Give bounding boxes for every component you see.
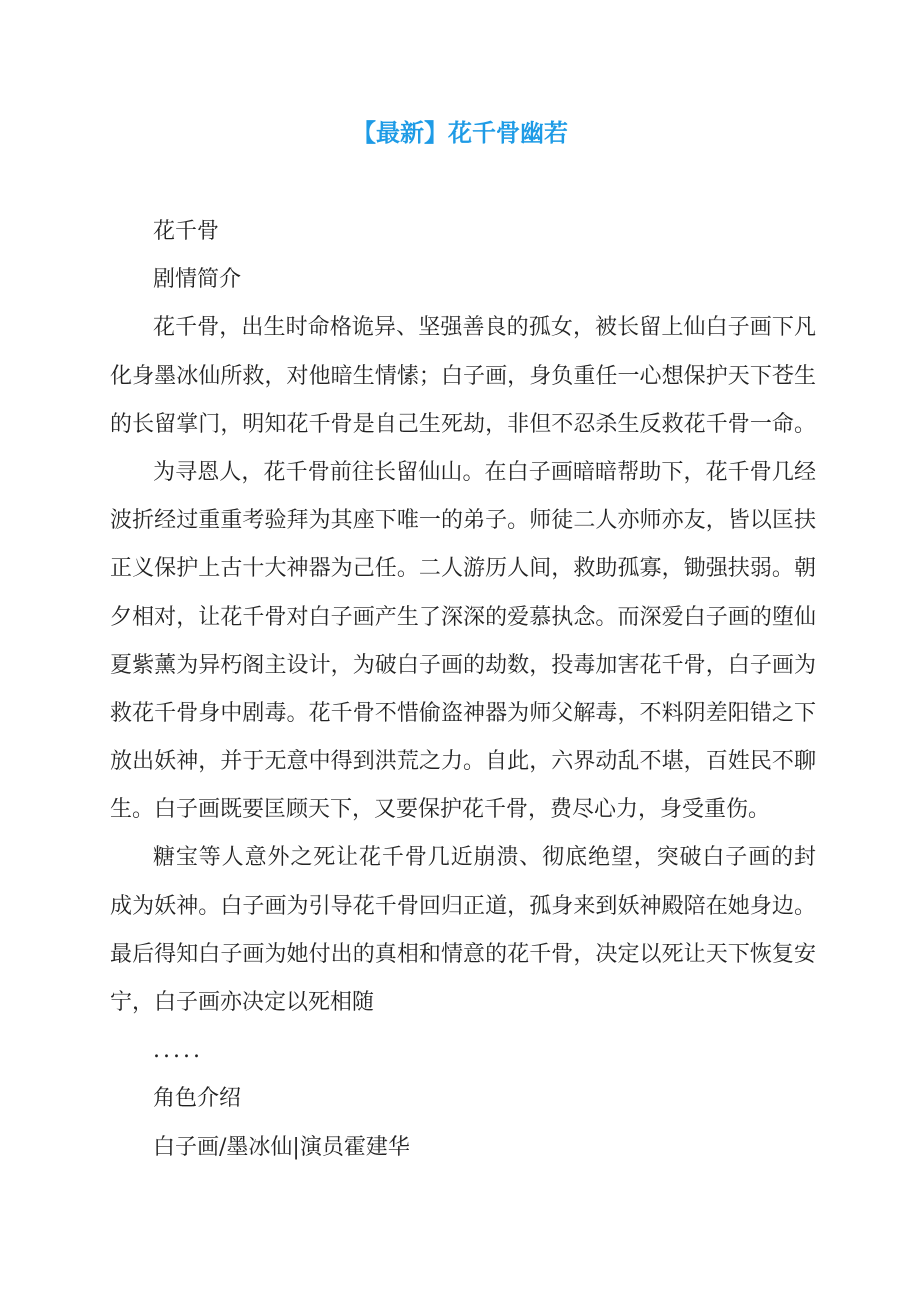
paragraph-line: 生。白子画既要匡顾天下，又要保护花千骨，费尽心力，身受重伤。	[110, 797, 771, 823]
paragraph-line: 正义保护上古十大神器为己任。二人游历人间，救助孤寡，锄强扶弱。朝	[110, 556, 816, 582]
paragraph-plot	[110, 449, 816, 835]
paragraph-intro	[110, 304, 816, 449]
heading-synopsis: 剧情简介	[153, 267, 242, 293]
heading-drama: 花千骨	[153, 219, 220, 244]
paragraph-line: 最后得知白子画为她付出的真相和情意的花千骨，决定以死让天下恢复安	[110, 941, 816, 967]
paragraph-line: 放出妖神，并于无意中得到洪荒之力。自此，六界动乱不堪，百姓民不聊	[110, 749, 816, 775]
paragraph-line: 成为妖神。白子画为引导花千骨回归正道，孤身来到妖神殿陪在她身边。	[110, 893, 816, 919]
paragraph-line: 花千骨，出生时命格诡异、坚强善良的孤女，被长留上仙白子画下凡	[153, 315, 816, 341]
paragraph-line: 夕相对，让花千骨对白子画产生了深深的爱慕执念。而深爱白子画的堕仙	[110, 604, 816, 630]
paragraph-line: 救花千骨身中剧毒。花千骨不惜偷盗神器为师父解毒，不料阴差阳错之下	[110, 700, 816, 726]
paragraph-line: 宁，白子画亦决定以死相随	[110, 990, 375, 1015]
document-title: 【最新】花千骨幽若	[352, 118, 568, 147]
ellipsis: .....	[153, 1038, 203, 1064]
paragraph-line: 的长留掌门，明知花千骨是自己生死劫，非但不忍杀生反救花千骨一命。	[110, 411, 816, 437]
paragraph-line: 为寻恩人，花千骨前往长留仙山。在白子画暗暗帮助下，花千骨几经	[153, 459, 816, 485]
heading-characters: 角色介绍	[153, 1086, 242, 1112]
paragraph-line: 夏紫薰为异朽阁主设计，为破白子画的劫数，投毒加害花千骨，白子画为	[110, 652, 816, 678]
document-body	[110, 208, 816, 1172]
paragraph-line: 糖宝等人意外之死让花千骨几近崩溃、彻底绝望，突破白子画的封	[153, 845, 816, 871]
paragraph-ending	[110, 834, 816, 1027]
character-entry: 白子画/墨冰仙|演员霍建华	[153, 1134, 410, 1160]
paragraph-line: 化身墨冰仙所救，对他暗生情愫；白子画，身负重任一心想保护天下苍生	[110, 363, 816, 389]
paragraph-line: 波折经过重重考验拜为其座下唯一的弟子。师徒二人亦师亦友，皆以匡扶	[110, 508, 816, 534]
